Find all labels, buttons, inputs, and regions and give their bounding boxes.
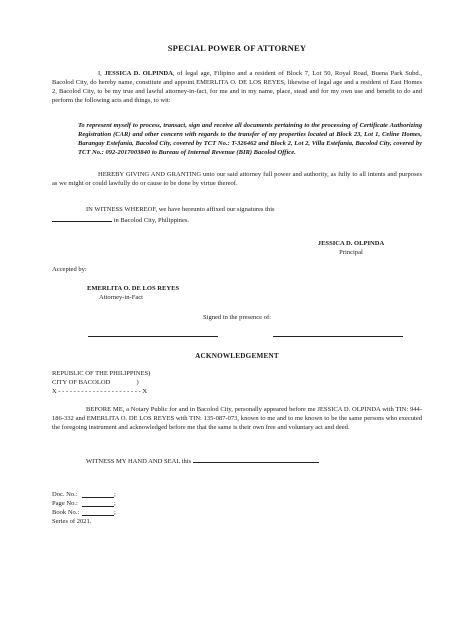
attorney-name: EMERLITA O. DE LOS REYES [87, 285, 180, 292]
witness-hand-seal-text: WITNESS MY HAND AND SEAL this [86, 458, 193, 465]
notary-paragraph: BEFORE ME, a Notary Public for and in Bacolod City, personally appeared before me JESSICA D. OLPINDA with TIN: 944-186-332 and EMERLITA O. DE LOS REYES with TIN: 135-087-073, known to me and to me known to be the same persons who executed the foregoing instrument and acknowledged before me that the same is their own free and voluntary act and deed. [52, 406, 422, 431]
book-no-row: Book No.: ; [52, 508, 116, 516]
witness-text-b: in Bacolod City, Philippines. [112, 216, 190, 224]
witness-signature-line-right [273, 336, 403, 337]
doc-no-row: Doc. No.: ; [52, 491, 116, 498]
intro-prefix: I, [98, 70, 105, 77]
page-no-blank [82, 500, 114, 507]
accepted-by-label: Accepted by: [52, 266, 87, 273]
witness-paragraph [52, 206, 422, 226]
witness-hand-seal [86, 456, 319, 467]
page-no-row: Page No.: ; [52, 499, 116, 507]
doc-no-label: Doc. No.: [52, 491, 78, 498]
venue-block [52, 370, 150, 397]
acknowledgement-title: ACKNOWLEDGEMENT [195, 352, 279, 360]
book-no-label: Book No.: [52, 508, 80, 516]
grant-paragraph: HEREBY GIVING AND GRANTING unto our said attorney full power and authority, as fully to all intents and purposes as we might or could lawfully do or cause to be done by virtue thereof. [52, 171, 422, 187]
date-blank [52, 215, 112, 222]
document-title: SPECIAL POWER OF ATTORNEY [167, 43, 307, 53]
page-no-label: Page No.: [52, 499, 78, 507]
venue-line-2: CITY OF BACOLOD ) [52, 378, 139, 386]
principal-name-inline: JESSICA D. OLPINDA [104, 70, 173, 77]
attorney-signature-block [87, 285, 179, 303]
doc-no-blank [82, 491, 114, 498]
notary-register [52, 491, 116, 527]
series-label: Series of 2021. [52, 517, 92, 525]
venue-line-3: X - - - - - - - - - - - - - - - - - - - - - - X [52, 387, 148, 395]
powers-paragraph: To represent myself to process, transact, sign and receive all documents pertaining to the processing of Certificate Authorizing Registration (CAR) and other concern with regards to the transfer of my properties located at Block 23, Lot 1, Celine Homes, Barangay Estefania, Bacolod City, covered by TCT No.: T-326462 and Block 2, Lot 2, Villa Estefania, Bacolod City, covered by TCT No.: 092-2017003840 to Bureau of Internal Revenue (BIR) Bacolod Office. [78, 122, 422, 156]
attorney-role: Attorney-in-Fact [99, 293, 143, 301]
principal-signature-name: JESSICA D. OLPINDA [317, 240, 385, 247]
witness-text-a: IN WITNESS WHEREOF, we have hereunto affixed our signatures this [86, 206, 275, 213]
presence-label: Signed in the presence of: [203, 314, 271, 321]
venue-line-1: REPUBLIC OF THE PHILIPPINES) [52, 370, 151, 377]
intro-paragraph [52, 70, 422, 106]
series-row [52, 518, 116, 527]
witness-signature-line-left [88, 336, 218, 337]
seal-date-blank [193, 456, 319, 463]
principal-signature-block [281, 240, 421, 258]
book-no-blank [82, 509, 114, 516]
principal-role: Principal [339, 248, 363, 256]
intro-text: , of legal age, Filipino and a resident of Block 7, Lot 50, Royal Road, Buena Park Subd., Bacolod City, do hereby name, constitute and appoint EMERLITA O. DE LOS REYES, likewise of legal age and a resident of East Homes 2, Bacolod City, to be my true and lawful attorney-in-fact, for me and in my name, place, stead and for my own use and benefit to do and perform the following acts and things, to wit: [52, 70, 422, 104]
